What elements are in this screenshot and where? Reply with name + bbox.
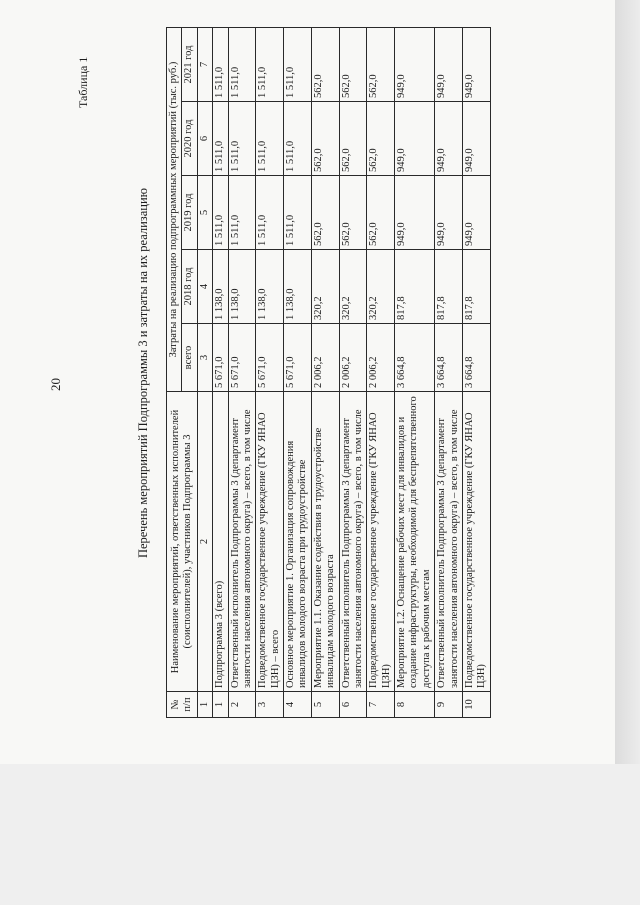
row-name: Мероприятие 1.1. Оказание содействия в трудоустройстве инвалидам молодого возраста: [311, 392, 339, 692]
row-number: 6: [339, 692, 367, 718]
header-name: Наименование мероприятий, ответственных исполнителей (соисполнителей), участников Подпрограммы 3: [167, 392, 198, 692]
cell-2018: 1 138,0: [256, 250, 284, 324]
row-number: 5: [311, 692, 339, 718]
cell-2021: 562,0: [339, 27, 367, 101]
cell-2020: 949,0: [395, 102, 435, 176]
cell-2018: 1 138,0: [213, 250, 228, 324]
row-name: Подведомственное государственное учреждение (ГКУ ЯНАО ЦЗН): [367, 392, 395, 692]
cell-total: 5 671,0: [228, 324, 256, 392]
cell-2021: 562,0: [367, 27, 395, 101]
cell-2021: 1 511,0: [256, 27, 284, 101]
table-row: [462, 27, 490, 717]
cell-2020: 562,0: [311, 102, 339, 176]
document-title: Перечень мероприятий Подпрограммы 3 и затраты на их реализацию: [136, 187, 150, 559]
row-number: 3: [256, 692, 284, 718]
col-number: 4: [197, 250, 212, 324]
table-row: [311, 27, 339, 717]
cell-2018: 320,2: [339, 250, 367, 324]
cell-total: 3 664,8: [462, 324, 490, 392]
cell-2020: 949,0: [462, 102, 490, 176]
row-number: 8: [395, 692, 435, 718]
cell-total: 2 006,2: [339, 324, 367, 392]
cell-2018: 1 138,0: [228, 250, 256, 324]
header-2019: 2019 год: [182, 176, 197, 250]
cell-total: 3 664,8: [395, 324, 435, 392]
header-2021: 2021 год: [182, 27, 197, 101]
row-number: 9: [435, 692, 463, 718]
cell-2018: 817,8: [462, 250, 490, 324]
row-number: 10: [462, 692, 490, 718]
scan-background: [0, 764, 640, 905]
cell-2019: 562,0: [339, 176, 367, 250]
row-number: 1: [213, 692, 228, 718]
cell-2021: 949,0: [395, 27, 435, 101]
cell-2018: 817,8: [395, 250, 435, 324]
col-number: 5: [197, 176, 212, 250]
cell-2021: 949,0: [462, 27, 490, 101]
col-number: 3: [197, 324, 212, 392]
row-number: 2: [228, 692, 256, 718]
rotated-content: [48, 28, 548, 718]
costs-table: [166, 27, 491, 718]
header-costs: Затраты на реализацию подпрограммных мероприятий (тыс. руб.): [167, 27, 182, 391]
cell-2019: 1 511,0: [256, 176, 284, 250]
cell-2018: 1 138,0: [284, 250, 312, 324]
row-number: 4: [284, 692, 312, 718]
row-name: Основное мероприятие 1. Организация сопровождения инвалидов молодого возраста при трудоустройстве: [284, 392, 312, 692]
cell-2021: 949,0: [435, 27, 463, 101]
table-row: [213, 27, 228, 717]
header-2020: 2020 год: [182, 102, 197, 176]
cell-total: 3 664,8: [435, 324, 463, 392]
cell-2019: 1 511,0: [284, 176, 312, 250]
row-name: Ответственный исполнитель Подпрограммы 3 (департамент занятости населения автономного округа) – всего, в том числе: [339, 392, 367, 692]
cell-2019: 562,0: [311, 176, 339, 250]
row-name: Подпрограмма 3 (всего): [213, 392, 228, 692]
cell-2018: 817,8: [435, 250, 463, 324]
cell-2021: 1 511,0: [213, 27, 228, 101]
cell-2019: 562,0: [367, 176, 395, 250]
table-row: [367, 27, 395, 717]
cell-2019: 1 511,0: [228, 176, 256, 250]
cell-2018: 320,2: [311, 250, 339, 324]
cell-2019: 949,0: [395, 176, 435, 250]
cell-2020: 562,0: [367, 102, 395, 176]
row-name: Подведомственное государственное учреждение (ГКУ ЯНАО ЦЗН): [462, 392, 490, 692]
cell-total: 2 006,2: [311, 324, 339, 392]
row-name: Ответственный исполнитель Подпрограммы 3 (департамент занятости населения автономного округа) – всего, в том числе: [228, 392, 256, 692]
table-row: [228, 27, 256, 717]
cell-2021: 1 511,0: [228, 27, 256, 101]
page-number: 20: [48, 378, 63, 391]
column-number-row: [197, 27, 212, 717]
cell-2020: 949,0: [435, 102, 463, 176]
header-num: № п/п: [167, 692, 198, 718]
table-row: [256, 27, 284, 717]
row-name: Мероприятие 1.2. Оснащение рабочих мест для инвалидов и создание инфраструктуры, необходимой для беспрепятственного доступа к рабочим местам: [395, 392, 435, 692]
table-row: [435, 27, 463, 717]
header-2018: 2018 год: [182, 250, 197, 324]
cell-2021: 562,0: [311, 27, 339, 101]
cell-total: 5 671,0: [284, 324, 312, 392]
table-row: [395, 27, 435, 717]
col-number: 2: [197, 392, 212, 692]
cell-total: 2 006,2: [367, 324, 395, 392]
col-number: 7: [197, 27, 212, 101]
cell-total: 5 671,0: [213, 324, 228, 392]
cell-2020: 1 511,0: [256, 102, 284, 176]
cell-2020: 1 511,0: [228, 102, 256, 176]
row-name: Ответственный исполнитель Подпрограммы 3 (департамент занятости населения автономного округа) – всего, в том числе: [435, 392, 463, 692]
table-row: [284, 27, 312, 717]
cell-2021: 1 511,0: [284, 27, 312, 101]
cell-2020: 1 511,0: [284, 102, 312, 176]
row-number: 7: [367, 692, 395, 718]
cell-2018: 320,2: [367, 250, 395, 324]
cell-2019: 1 511,0: [213, 176, 228, 250]
cell-2020: 562,0: [339, 102, 367, 176]
col-number: 6: [197, 102, 212, 176]
table-label: Таблица 1: [76, 56, 90, 108]
header-total: всего: [182, 324, 197, 392]
col-number: 1: [197, 692, 212, 718]
cell-2019: 949,0: [462, 176, 490, 250]
table-row: [339, 27, 367, 717]
row-name: Подведомственное государственное учреждение (ГКУ ЯНАО ЦЗН) – всего: [256, 392, 284, 692]
cell-2020: 1 511,0: [213, 102, 228, 176]
cell-2019: 949,0: [435, 176, 463, 250]
cell-total: 5 671,0: [256, 324, 284, 392]
